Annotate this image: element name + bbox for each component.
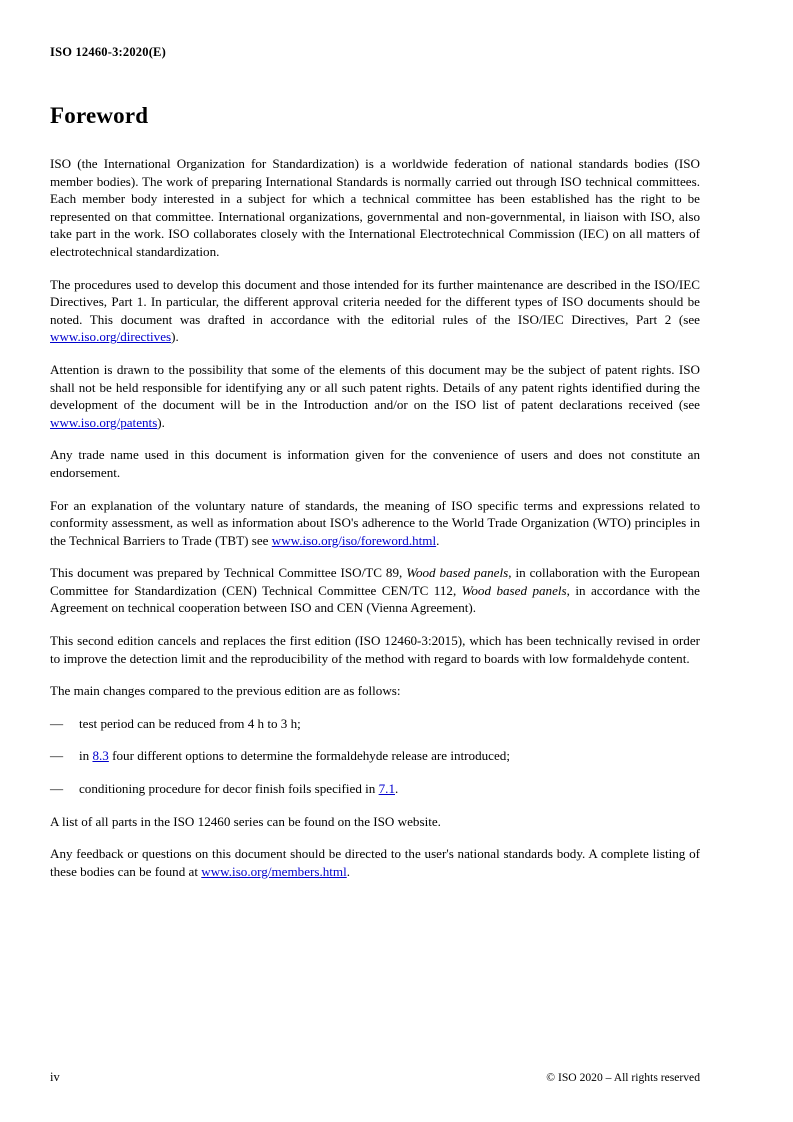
paragraph: The procedures used to develop this document and those intended for its further maintenance are described in the ISO/IEC Directives, Part 1. In particular, the different approval criteria needed for the different types of ISO documents should be noted. This document was drafted in accordance with the editorial rules of the ISO/IEC Directives, Part 2 (see www.iso.org/directives).: [50, 276, 700, 345]
copyright-notice: © ISO 2020 – All rights reserved: [546, 1071, 700, 1084]
list-item: [50, 715, 700, 733]
paragraph: ISO (the International Organization for Standardization) is a worldwide federation of national standards bodies (ISO member bodies). The work of preparing International Standards is normally carried out through ISO technical committees. Each member body interested in a subject for which a technical committee has been established has the right to be represented on that committee. International organizations, governmental and non-governmental, in liaison with ISO, also take part in the work. ISO collaborates closely with the International Electrotechnical Commission (IEC) on all matters of electrotechnical standardization.: [50, 156, 700, 259]
paragraph: Attention is drawn to the possibility that some of the elements of this document may be the subject of patent rights. ISO shall not be held responsible for identifying any or all such patent rights. Details of any patent rights identified during the development of the document will be in the Introduction and/or on the ISO list of patent declarations received (see www.iso.org/patents).: [50, 361, 700, 430]
inline-link[interactable]: 8.3: [92, 748, 109, 764]
document-header-reference: ISO 12460-3:2020(E): [50, 45, 166, 59]
page-number: iv: [50, 1070, 60, 1084]
list-item: [50, 780, 700, 798]
list-item: [50, 747, 700, 765]
list-item-text: test period can be reduced from 4 h to 3 h;: [79, 715, 301, 731]
list-item-text: in 8.3 four different options to determine the formaldehyde release are introduced;: [79, 748, 510, 764]
paragraph: This document was prepared by Technical Committee ISO/TC 89, Wood based panels, in collaboration with the European Committee for Standardization (CEN) Technical Committee CEN/TC 112, Wood based panels, in accordance with the Agreement on technical cooperation between ISO and CEN (Vienna Agreement).: [50, 565, 700, 616]
inline-link[interactable]: www.iso.org/directives: [50, 329, 172, 345]
list-item-dash: —: [50, 781, 64, 797]
paragraph: A list of all parts in the ISO 12460 series can be found on the ISO website.: [50, 813, 441, 829]
list-item-text: conditioning procedure for decor finish foils specified in 7.1.: [79, 781, 399, 797]
paragraph: Any trade name used in this document is information given for the convenience of users and does not constitute an endorsement.: [50, 447, 700, 480]
italic-text: Wood based panels: [406, 565, 509, 581]
list-item-dash: —: [50, 748, 64, 764]
inline-link[interactable]: www.iso.org/patents: [50, 414, 158, 430]
italic-text: Wood based panels: [461, 582, 567, 598]
document-body: [50, 103, 700, 895]
list-item-dash: —: [50, 715, 64, 731]
paragraph: Any feedback or questions on this document should be directed to the user's national standards body. A complete listing of these bodies can be found at www.iso.org/members.html.: [50, 846, 700, 879]
page-title: Foreword: [50, 103, 149, 128]
inline-link[interactable]: www.iso.org/members.html: [201, 863, 347, 879]
inline-link[interactable]: 7.1: [378, 781, 395, 797]
paragraph: This second edition cancels and replaces the first edition (ISO 12460-3:2015), which has been technically revised in order to improve the detection limit and the reproducibility of the method with regard to boards with low formaldehyde content.: [50, 633, 700, 666]
paragraph: The main changes compared to the previous edition are as follows:: [50, 683, 401, 699]
inline-link[interactable]: www.iso.org/iso/foreword.html: [271, 532, 437, 548]
paragraph: For an explanation of the voluntary nature of standards, the meaning of ISO specific terms and expressions related to conformity assessment, as well as information about ISO's adherence to the World Trade Organization (WTO) principles in the Technical Barriers to Trade (TBT) see www.iso.org/iso/foreword.html.: [50, 497, 700, 548]
